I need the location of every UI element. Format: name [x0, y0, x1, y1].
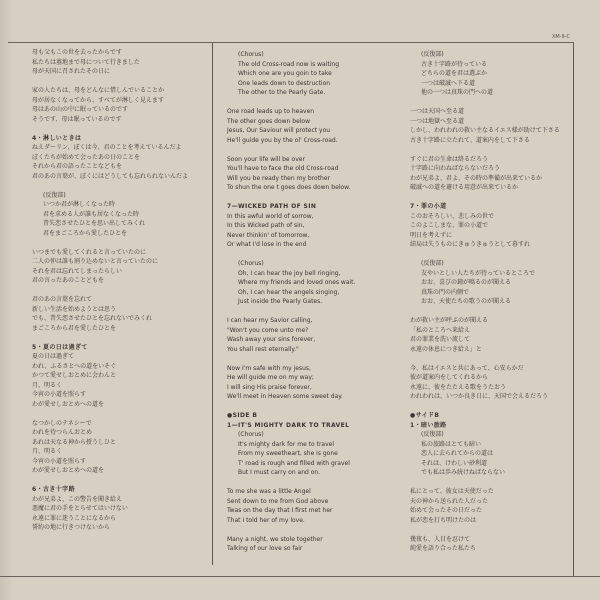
lyric-line: Never thinkin' of tomorrow,	[227, 231, 310, 239]
lyric-line: それから君の語ったことなどもを	[32, 163, 123, 170]
lyric-line: いつか君が淋しくなった時	[43, 201, 116, 208]
lyric-line: わが兄弟よ、君よ、その時の準備が出来ているか	[410, 174, 543, 182]
lyric-line: 幾夜も、人目を忍けて	[410, 535, 471, 543]
lyric-line: 今、私はイエスと共にあって、心安らかだ	[410, 364, 524, 372]
lyric-line: 私たちは墓地まで母について行きました	[32, 58, 140, 66]
lyric-line: In this Wicked path of sin,	[227, 222, 305, 229]
lyric-line: Oh, I can hear the angels singing,	[238, 288, 340, 296]
lyric-line: 昔失恋させたひとを思い出してみくれ	[43, 220, 146, 227]
lyric-stanza	[32, 86, 188, 124]
song-heading: 7・罪の小道	[410, 203, 447, 210]
lyric-line: Sent down to me from God above	[227, 497, 329, 505]
lyric-line: One road leads up to heaven	[227, 108, 315, 115]
lyric-line: それは、けわしい砂利道	[421, 459, 488, 467]
lyric-stanza	[410, 155, 560, 193]
lyric-line: 悪魔に君の手をとらせてはいけない	[32, 505, 128, 512]
lyric-line: このよこしまな、罪の小道で	[410, 222, 489, 229]
lyric-stanza	[410, 50, 560, 98]
lyric-line: Or what I'd lose in the end	[227, 241, 307, 248]
lyric-line: 夏の日は過ぎて	[32, 353, 75, 360]
lyric-line: でも私は歩み続けねばならない	[421, 469, 506, 476]
song-heading: 7—WICKED PATH OF SIN	[227, 203, 317, 210]
lyric-line: 友やいとしい人たちが待っているところで	[421, 269, 535, 277]
lyric-stanza	[227, 487, 355, 525]
lyric-line: おお、喜びの鐘が鳴るのが聞える	[421, 279, 512, 286]
lyric-stanza	[227, 50, 355, 98]
lyric-line: 月、明るく	[32, 448, 63, 455]
song-heading: ●SIDE B	[227, 412, 258, 419]
lyric-line: 君の罪業を洗い流して	[410, 336, 471, 343]
lyric-line: しかし、われわれの救い主なるイエス様が助けて下さる	[410, 127, 560, 134]
lyric-line: 二人の仲は誰も割り込めないと言っていたのに	[32, 258, 159, 265]
lyric-line: ぼくたちが始めて会ったあの日のことを	[32, 153, 141, 161]
lyric-line: それを君は忘れてしまったらしい	[32, 267, 123, 275]
lyric-line: Talking of our love so fair	[227, 545, 303, 552]
lyric-stanza	[32, 248, 188, 286]
lyric-line: 結局は失うものにきゅうきゅうとして暮すれ	[410, 241, 531, 248]
song-heading: 5・夏の日は過ぎて	[32, 343, 88, 351]
lyric-line: We'll meet in Heaven some sweet day.	[227, 393, 343, 400]
lyric-line: "Won't you come unto me?	[227, 326, 309, 334]
lyric-stanza	[410, 535, 560, 554]
lyric-stanza	[410, 259, 560, 307]
lyric-line: どちらの道を君は選ぶか	[421, 70, 488, 77]
lyric-line: 母が居なくなってから、すべてが淋しく見えます	[32, 96, 164, 104]
lyrics-column-japanese-right	[410, 50, 560, 563]
lyric-stanza	[32, 343, 188, 410]
lyric-line: ねえダーリン、ぼくは今、君のことを考えているんだよ	[32, 144, 182, 151]
lyric-line: Jesus, Our Saviour will protect you	[227, 127, 331, 134]
lyric-stanza	[410, 316, 560, 354]
lyric-line: わが愛せしおとめへの道を	[32, 467, 105, 474]
song-heading: ●サイドB	[410, 412, 440, 419]
lyric-line: But I must carry on and on.	[238, 469, 321, 476]
lyric-line: 永遠に罪に迷うことになるから	[32, 514, 117, 522]
song-heading: 1—IT'S MIGHTY DARK TO TRAVEL	[227, 421, 350, 429]
lyric-line: 今宵の小道を照らす	[32, 391, 87, 398]
lyric-stanza	[227, 259, 355, 307]
lyric-line: わが救い主が呼ぶのが聞える	[410, 317, 489, 324]
lyric-line: われわれは、いつか良き日に、天国で会えるだろう	[410, 393, 549, 400]
lyric-line: Will you be ready then my brother	[227, 174, 331, 182]
top-rule	[8, 42, 574, 43]
lyric-line: (反復部)	[421, 431, 444, 438]
lyric-line: The other to the Pearly Gate.	[238, 89, 326, 96]
lyrics-column-japanese-left	[32, 48, 188, 542]
lyric-line: You shall rest eternally."	[227, 345, 299, 353]
lyric-line: Soon your life will be over	[227, 155, 305, 163]
lyric-stanza	[227, 430, 355, 478]
lyric-stanza	[410, 487, 560, 525]
page-edge-shadow	[0, 0, 14, 600]
lyric-line: He'll guide you by the ol' Cross-road.	[227, 136, 338, 144]
lyric-line: われを待つらんおとめ	[32, 429, 93, 436]
lyric-line: To shun the one t goes does down below.	[227, 184, 351, 191]
lyric-line: 他の一つは真珠の門への道	[421, 89, 494, 96]
lyric-line: (Chorus)	[238, 260, 264, 267]
lyric-stanza	[227, 535, 355, 554]
lyric-line: 始めて会ったその日だった	[410, 507, 483, 514]
lyric-line: (反復部)	[421, 51, 444, 58]
lyric-stanza	[32, 191, 188, 239]
lyric-line: 永遠の休息につき給え」と	[410, 345, 482, 353]
lyric-line: 一つは天国へ至る道	[410, 108, 465, 115]
lyric-stanza	[227, 364, 355, 402]
lyric-line: 今宵の小道を照らす	[32, 457, 87, 465]
lyric-line: (Chorus)	[238, 431, 264, 438]
lyric-line: (Chorus)	[238, 51, 264, 58]
lyric-line: 天の神から送られた人だった	[410, 497, 489, 505]
lyric-stanza	[410, 107, 560, 145]
lyric-line: おお、天使たちの歌うのが聞える	[421, 298, 512, 305]
lyric-line: 一つは地獄へ至る道	[410, 117, 465, 125]
lyric-line: そうです、母は眠っているのです	[32, 115, 122, 123]
lyric-stanza	[32, 295, 188, 333]
lyric-stanza	[32, 485, 188, 533]
lyric-line: 彼が道案内をしてくれるから	[410, 374, 489, 381]
lyric-line: Just inside the Pearly Gates.	[238, 298, 323, 305]
lyric-line: I will sing His praise forever,	[227, 383, 312, 391]
lyric-stanza	[410, 202, 560, 250]
lyric-line: 古き十字路に立たれて、道案内をして下さる	[410, 136, 530, 144]
lyric-line: 純愛を語り合った私たち	[410, 545, 477, 552]
lyric-line: The other goes down below	[227, 117, 311, 125]
lyric-line: 十字路に向わねばならないだろう	[410, 165, 501, 172]
lyric-line: いつまでも愛してくれると言っていたのに	[32, 248, 147, 256]
lyric-stanza	[32, 134, 188, 182]
lyric-line: It's mighty dark for me to travel	[238, 440, 335, 448]
lyric-line: Twas on the day that I first met her	[227, 507, 333, 514]
lyric-line: One leads down to destruction	[238, 79, 331, 87]
lyric-line: He will guide me on my way;	[227, 374, 314, 381]
song-heading: 1・暗い旅路	[410, 421, 447, 429]
lyric-line: Wash away your sins forever,	[227, 336, 316, 343]
lyric-line: でも、昔失恋させたひとを忘れないでみくれ	[32, 315, 153, 322]
lyric-stanza	[410, 411, 560, 430]
lyric-line: 破滅への道を避ける用意が出来ているか	[410, 184, 519, 191]
lyric-line: 私にとって、彼女は天使だった	[410, 488, 494, 495]
lyric-line: In this awful world of sorrow,	[227, 212, 314, 220]
lyric-line: 君のあの言葉を忘れて	[32, 296, 93, 303]
bottom-rule	[0, 576, 600, 577]
lyric-line: Oh, I can hear the joy bell ringing,	[238, 269, 341, 277]
lyric-line: 君を求める人が誰も居なくなった時	[43, 210, 140, 218]
lyric-line: 君の言ったあのことどもを	[32, 277, 105, 284]
lyric-line: 家の人たちは、母をどんなに惜しんでいることか	[32, 87, 165, 94]
lyrics-column-english	[227, 50, 355, 563]
lyric-stanza	[227, 107, 355, 145]
lyric-stanza	[410, 430, 560, 478]
lyric-line: Many a night, we stole together	[227, 535, 323, 543]
column-divider-left	[212, 43, 213, 565]
lyric-line: (反復部)	[421, 260, 444, 267]
lyric-line: わが兄弟よ、この警告を聞き給え	[32, 495, 123, 503]
lyric-line: 誓約の地に行きつけないから	[32, 524, 111, 531]
lyric-stanza	[410, 364, 560, 402]
song-heading: 4・淋しいときは	[32, 134, 82, 142]
lyric-line: 母も父もこの世を去ったからです	[32, 49, 122, 56]
lyric-stanza	[227, 316, 355, 354]
lyric-line: なつかしのテネシーで	[32, 419, 92, 427]
lyric-line: 新しい生活を始めようとは思う	[32, 305, 117, 313]
lyric-stanza	[227, 155, 355, 193]
lyric-line: このおそろしい、悲しみの世で	[410, 212, 495, 220]
catalog-code: XM-9-C	[551, 34, 570, 40]
lyric-stanza	[32, 419, 188, 476]
lyric-line: 母はあの山の中に眠っているのです	[32, 106, 129, 113]
lyric-line: 「私のところへ来給え	[410, 326, 471, 334]
lyric-line: Which one are you goin to take	[238, 70, 332, 77]
lyric-line: あれは天なる神から授うしひと	[32, 438, 117, 446]
lyric-line: 明日を考えずに	[410, 231, 453, 239]
lyric-line: われ、ふるさとへの道をいそぐ	[32, 362, 117, 370]
column-divider-right	[573, 43, 574, 576]
lyric-line: 古き十字路が待っている	[421, 60, 488, 68]
lyric-line: I can hear my Savior calling,	[227, 317, 313, 324]
lyric-line: 一つは破滅へ下る道	[421, 79, 476, 87]
lyric-line: 真珠の門の内側で	[421, 288, 470, 296]
lyric-line: 永遠に、彼をたたえる歌をうたおう	[410, 383, 507, 391]
lyric-line: The old Cross-road now is waiting	[238, 60, 340, 68]
lyric-stanza	[227, 411, 355, 430]
lyric-stanza	[32, 48, 188, 77]
lyric-line: You'll have to face the old Cross-road	[227, 165, 339, 172]
lyric-line: まごころから君を愛したひとを	[32, 324, 117, 332]
lyric-line: To me she was a little Angel	[227, 488, 311, 495]
song-heading: 6・古き十字路	[32, 486, 75, 493]
lyric-line: 私の旅路はとても暗い	[421, 440, 482, 448]
lyric-line: Now I'm safe with my jesus,	[227, 364, 311, 372]
lyric-line: Where my friends and loved ones wait.	[238, 279, 356, 286]
lyric-line: 君のあの言葉が、ぼくにはどうしても忘れられないんだよ	[32, 172, 189, 180]
lyric-line: 恋人に去られてからの道は	[421, 450, 494, 457]
lyric-stanza	[227, 202, 355, 250]
lyric-line: That I told her of my love.	[227, 516, 305, 524]
lyric-line: T' road is rough and filled with gravel	[238, 459, 350, 467]
lyric-line: (反復部)	[43, 191, 66, 199]
lyric-line: 母が天国に召されたその日に	[32, 68, 111, 75]
lyric-line: かつて愛せしおとめに会わんと	[32, 372, 117, 379]
lyric-line: From my sweetheart, she is gone	[238, 450, 338, 457]
lyric-line: 月、明るく	[32, 381, 63, 389]
lyric-line: 君をまごころから愛したひとを	[43, 229, 128, 237]
lyric-line: すぐに君の生命は終るだろう	[410, 155, 489, 163]
lyric-line: わが愛せしおとめへの道を	[32, 400, 105, 408]
lyric-line: 私が恋を打ち明けたのは	[410, 516, 477, 524]
